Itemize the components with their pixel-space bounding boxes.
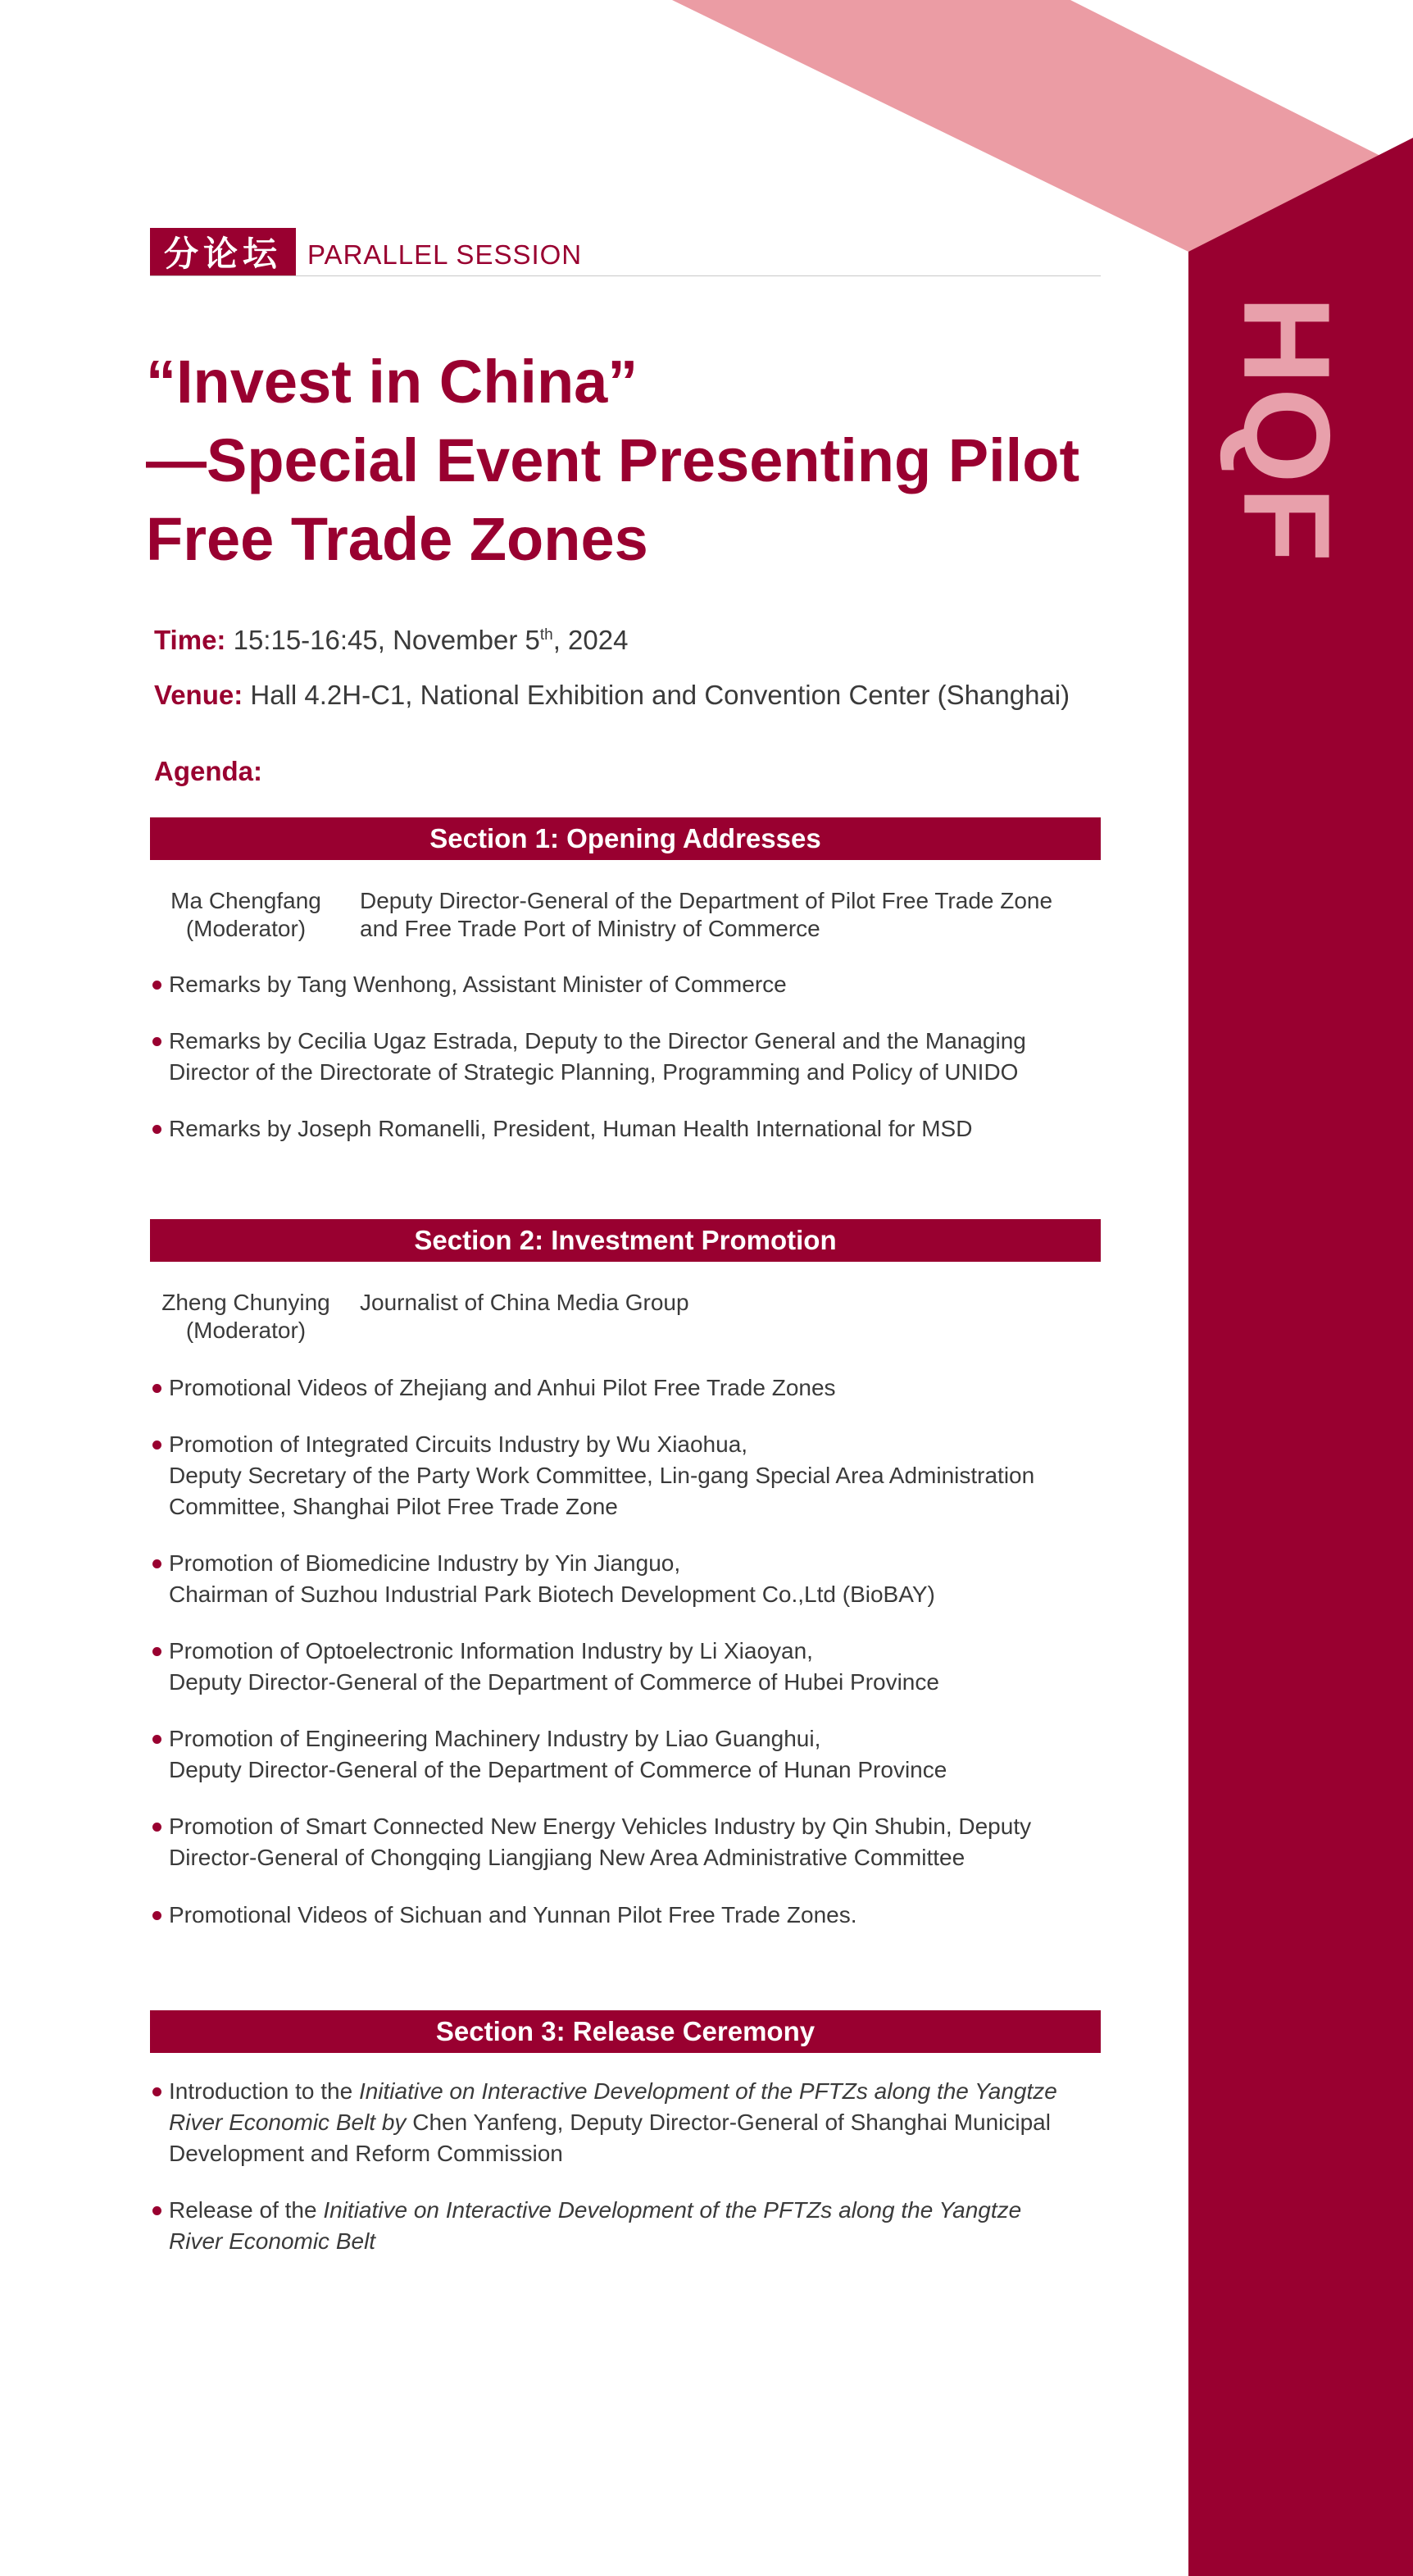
list-item: Introduction to the Initiative on Interactive Development of the PFTZs along the Yangtze River Economic Belt by Chen Yanfeng, Deputy Director-General of Shanghai Municipal Development and Reform Commission xyxy=(169,2076,1101,2169)
list-item: Promotion of Smart Connected New Energy Vehicles Industry by Qin Shubin, Deputy Director-General of Chongqing Liangjiang New Area Administrative Committee xyxy=(169,1811,1101,1873)
hqf-logo: HQF xyxy=(1218,295,1356,566)
moderator-name: Ma Chengfang (Moderator) xyxy=(170,888,321,941)
event-venue xyxy=(154,680,1070,711)
section-3-header: Section 3: Release Ceremony xyxy=(150,2010,1101,2053)
section-2-header: Section 2: Investment Promotion xyxy=(150,1219,1101,1262)
title-line-2: —Special Event Presenting Pilot xyxy=(146,426,1080,494)
session-label: PARALLEL SESSION xyxy=(307,239,583,270)
moderator-name: Zheng Chunying (Moderator) xyxy=(161,1290,330,1343)
title-line-3: Free Trade Zones xyxy=(146,505,648,573)
moderator-role: Deputy Director-General of the Department of Pilot Free Trade Zone and Free Trade Port of Ministry of Commerce xyxy=(360,888,1053,941)
title-line-1: “Invest in China” xyxy=(146,348,638,416)
time-value: 15:15-16:45, November 5th, 2024 xyxy=(233,625,629,655)
venue-label: Venue: xyxy=(154,680,243,710)
session-header xyxy=(150,228,1101,276)
list-item: Promotional Videos of Zhejiang and Anhui Pilot Free Trade Zones xyxy=(169,1372,1101,1404)
agenda-label: Agenda: xyxy=(154,756,262,786)
time-label: Time: xyxy=(154,625,226,655)
event-title xyxy=(146,343,1129,579)
list-item: Release of the Initiative on Interactive Development of the PFTZs along the Yangtze River Economic Belt xyxy=(169,2195,1101,2257)
moderator-role: Journalist of China Media Group xyxy=(360,1290,689,1315)
session-badge: 分论坛 xyxy=(150,228,296,275)
list-item: Remarks by Joseph Romanelli, President, Human Health International for MSD xyxy=(169,1113,1101,1145)
list-item: Remarks by Cecilia Ugaz Estrada, Deputy to the Director General and the Managing Director of the Directorate of Strategic Planning, Programming and Policy of UNIDO xyxy=(169,1026,1101,1088)
list-item: Promotion of Biomedicine Industry by Yin Jianguo, Chairman of Suzhou Industrial Park Biotech Development Co.,Ltd (BioBAY) xyxy=(169,1548,1101,1610)
list-item: Promotion of Integrated Circuits Industry by Wu Xiaohua, Deputy Secretary of the Party Work Committee, Lin-gang Special Area Administration Committee, Shanghai Pilot Free Trade Zone xyxy=(169,1429,1101,1522)
section-1-header: Section 1: Opening Addresses xyxy=(150,817,1101,860)
venue-value: Hall 4.2H-C1, National Exhibition and Convention Center (Shanghai) xyxy=(250,680,1070,710)
list-item: Remarks by Tang Wenhong, Assistant Minister of Commerce xyxy=(169,969,1101,1000)
list-item: Promotional Videos of Sichuan and Yunnan Pilot Free Trade Zones. xyxy=(169,1900,1101,1931)
list-item: Promotion of Engineering Machinery Industry by Liao Guanghui, Deputy Director-General of the Department of Commerce of Hunan Province xyxy=(169,1723,1101,1786)
event-time xyxy=(154,625,628,656)
list-item: Promotion of Optoelectronic Information Industry by Li Xiaoyan, Deputy Director-General of the Department of Commerce of Hubei Province xyxy=(169,1636,1101,1698)
